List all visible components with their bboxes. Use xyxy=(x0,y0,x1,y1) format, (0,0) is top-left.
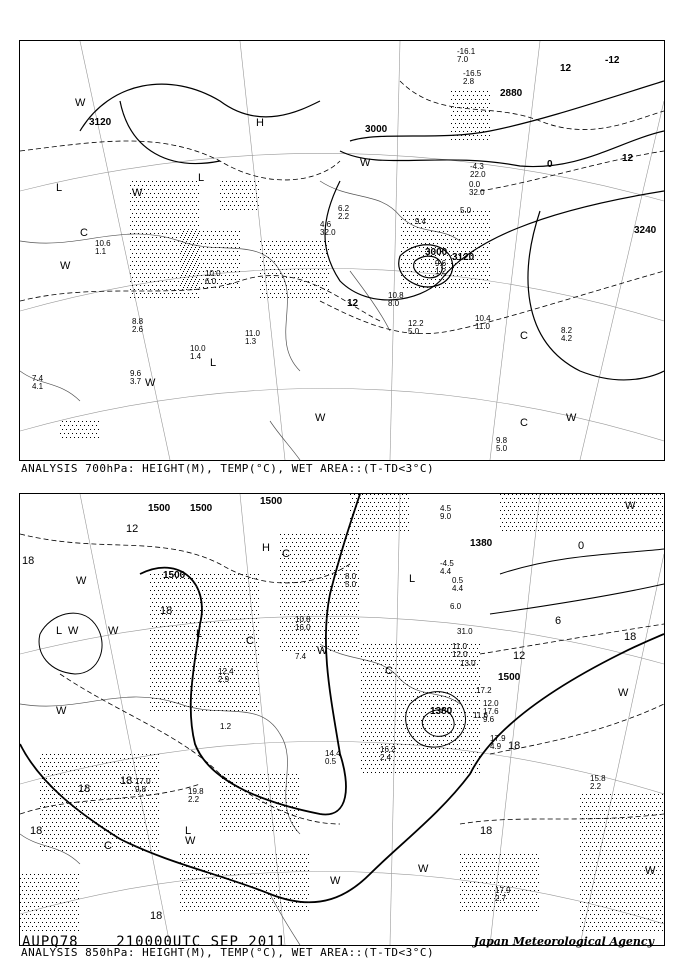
contour-label: 1380 xyxy=(430,706,453,717)
station-value: 4.4 xyxy=(452,584,464,593)
contour-labels-700 xyxy=(89,55,657,309)
cold-symbol: C xyxy=(80,227,88,239)
station-value: 1.2 xyxy=(220,722,232,731)
station-value: -16.5 xyxy=(463,69,482,78)
warm-symbol: W xyxy=(618,687,629,699)
warm-symbol: W xyxy=(108,625,119,637)
caption-700hpa: ANALYSIS 700hPa: HEIGHT(M), TEMP(°C), WET AREA::(T-TD<3°C) xyxy=(21,462,435,475)
station-value: 10.0 xyxy=(190,344,206,353)
wet-area-850 xyxy=(20,494,663,931)
contour-label: 1500 xyxy=(498,672,521,683)
station-value: 9.6 xyxy=(435,259,447,268)
contour-label: 18 xyxy=(624,631,637,643)
station-value: 8.2 xyxy=(561,326,573,335)
contour-label: 18 xyxy=(508,740,521,752)
contour-label: 18 xyxy=(160,605,173,617)
map-panel-700hpa xyxy=(19,40,665,461)
warm-symbol: W xyxy=(56,705,67,717)
contour-label: 12 xyxy=(126,523,139,535)
station-value: 8.0 xyxy=(388,299,400,308)
low-pressure-symbol: L xyxy=(56,625,63,637)
station-value: 17.6 xyxy=(483,707,499,716)
contour-label: 12 xyxy=(513,650,526,662)
station-value: 8.8 xyxy=(132,317,144,326)
station-value: 16.0 xyxy=(295,623,311,632)
station-value: 7.4 xyxy=(295,652,307,661)
station-value: 11.0 xyxy=(475,322,490,331)
contour-label: 1500 xyxy=(163,570,186,581)
cold-symbol: C xyxy=(282,548,290,560)
station-value: 1.4 xyxy=(190,352,202,361)
warm-symbol: W xyxy=(75,97,86,109)
station-value: 10.8 xyxy=(295,615,311,624)
station-value: 2.2 xyxy=(188,795,200,804)
graticule-850 xyxy=(20,494,664,945)
station-value: 6.0 xyxy=(450,602,462,611)
contour-label: 12 xyxy=(622,153,634,164)
station-value: -4.3 xyxy=(470,162,484,171)
low-pressure-symbol: L xyxy=(198,172,205,184)
station-value: 12.0 xyxy=(483,699,499,708)
warm-symbol: W xyxy=(145,377,156,389)
warm-symbol: W xyxy=(76,575,87,587)
warm-symbol: W xyxy=(60,260,71,272)
contour-label: 18 xyxy=(480,825,493,837)
station-value: 14.4 xyxy=(325,749,341,758)
station-value: 32.0 xyxy=(320,228,336,237)
contour-label: 3240 xyxy=(634,225,657,236)
station-value: 17.9 xyxy=(490,734,506,743)
contour-label: 2880 xyxy=(500,88,523,99)
warm-symbol: W xyxy=(317,645,328,657)
contour-label: 1500 xyxy=(260,496,283,507)
cold-symbol: C xyxy=(520,330,528,342)
station-value: 4.5 xyxy=(440,504,452,513)
station-value: 5.0 xyxy=(496,444,508,453)
station-value: 1.1 xyxy=(95,247,107,256)
warm-symbol: W xyxy=(360,157,371,169)
contour-label: 3000 xyxy=(425,247,448,258)
station-value: 11.6 xyxy=(473,711,488,720)
station-value: -4.5 xyxy=(440,559,454,568)
station-values-700 xyxy=(32,47,573,453)
cold-symbol: C xyxy=(246,635,254,647)
station-value: 17.0 xyxy=(135,777,151,786)
station-value: 7.0 xyxy=(457,55,469,64)
station-value: 4.4 xyxy=(440,567,452,576)
cold-symbol: C xyxy=(104,840,112,852)
station-value: 17.9 xyxy=(495,886,511,895)
contour-label: 1500 xyxy=(190,503,213,514)
station-value: 10.6 xyxy=(95,239,111,248)
contour-label: 12 xyxy=(347,298,359,309)
station-value: 9.6 xyxy=(483,715,495,724)
station-value: 0.5 xyxy=(452,576,464,585)
station-value: 0.0 xyxy=(469,180,481,189)
contour-label: 0 xyxy=(578,540,585,552)
station-value: 1.2 xyxy=(435,267,447,276)
low-pressure-symbol: L xyxy=(56,182,63,194)
station-value: 2.9 xyxy=(218,675,230,684)
station-value: 22.0 xyxy=(470,170,486,179)
contour-label: 18 xyxy=(150,910,163,922)
temp-contours-850 xyxy=(20,534,664,824)
contour-label: 18 xyxy=(120,775,133,787)
contour-label: 0 xyxy=(547,159,553,170)
contour-label: 3120 xyxy=(452,252,475,263)
low-pressure-symbol: L xyxy=(409,573,416,585)
station-value: 9.0 xyxy=(440,512,452,521)
map-700hpa-canvas xyxy=(20,41,664,460)
graticule-700 xyxy=(20,41,664,460)
station-value: 12.0 xyxy=(452,650,468,659)
station-value: 15.8 xyxy=(590,774,606,783)
station-value: 13.0 xyxy=(460,659,476,668)
station-value: 19.8 xyxy=(188,787,204,796)
station-value: 11.0 xyxy=(452,642,467,651)
station-value: 2.6 xyxy=(132,325,144,334)
wet-area-700 xyxy=(60,91,490,438)
station-value: 12.4 xyxy=(218,667,234,676)
low-pressure-symbol: L xyxy=(185,825,192,837)
station-value: 2.8 xyxy=(463,77,475,86)
contour-label: 1380 xyxy=(470,538,493,549)
contour-label: 18 xyxy=(78,783,91,795)
warm-symbol: W xyxy=(625,500,636,512)
agency-credit: Japan Meteorological Agency xyxy=(473,935,654,948)
station-value: 4.6 xyxy=(320,220,332,229)
station-value: 6.0 xyxy=(205,277,217,286)
station-value: 5.0 xyxy=(408,327,420,336)
station-value: 17.2 xyxy=(476,686,492,695)
contour-labels-850 xyxy=(22,496,636,922)
station-value: 2.7 xyxy=(495,894,507,903)
cold-symbol: C xyxy=(385,665,393,677)
cold-symbol: C xyxy=(520,417,528,429)
station-value: 4.1 xyxy=(32,382,44,391)
station-value: 9.8 xyxy=(135,785,147,794)
warm-symbol: W xyxy=(68,625,79,637)
low-pressure-symbol: L xyxy=(196,628,203,640)
station-value: 3.7 xyxy=(130,377,142,386)
station-value: 10.8 xyxy=(388,291,404,300)
station-value: 4.9 xyxy=(490,742,502,751)
station-value: 12.2 xyxy=(408,319,424,328)
station-value: 10.0 xyxy=(205,269,221,278)
station-value: 6.2 xyxy=(338,204,350,213)
station-value: 8.0 xyxy=(345,572,357,581)
warm-symbol: W xyxy=(645,865,656,877)
warm-symbol: W xyxy=(330,875,341,887)
contour-label: 6 xyxy=(555,615,562,627)
contour-label: 18 xyxy=(22,555,35,567)
station-value: 5.0 xyxy=(345,580,357,589)
station-value: 5.0 xyxy=(460,206,472,215)
contour-label: 3000 xyxy=(365,124,388,135)
station-value: 32.0 xyxy=(469,188,485,197)
station-value: 7.4 xyxy=(32,374,44,383)
station-value: 2.4 xyxy=(380,753,392,762)
station-value: 9.6 xyxy=(130,369,142,378)
contour-label: 18 xyxy=(30,825,43,837)
station-value: 10.4 xyxy=(475,314,491,323)
station-value: 0.5 xyxy=(325,757,337,766)
station-value: 16.2 xyxy=(380,745,396,754)
station-value: 11.0 xyxy=(245,329,260,338)
high-pressure-symbol: H xyxy=(256,117,264,129)
contour-label: -12 xyxy=(605,55,620,66)
station-value: 9.8 xyxy=(496,436,508,445)
coastline-700 xyxy=(20,181,460,460)
station-value: 2.2 xyxy=(590,782,602,791)
warm-symbol: W xyxy=(418,863,429,875)
analysis-datetime: 210000UTC SEP 2011 xyxy=(116,934,287,950)
chart-identifier xyxy=(22,934,286,950)
warm-symbol: W xyxy=(132,187,143,199)
map-850hpa-canvas xyxy=(20,494,664,945)
low-pressure-symbol: L xyxy=(210,357,217,369)
high-pressure-symbol: H xyxy=(262,542,270,554)
contour-label: 1500 xyxy=(148,503,171,514)
warm-symbol: W xyxy=(315,412,326,424)
contour-label: 12 xyxy=(560,63,572,74)
contour-label: 3120 xyxy=(89,117,112,128)
station-value: 1.3 xyxy=(245,337,257,346)
station-value: 2.2 xyxy=(338,212,350,221)
warm-symbol: W xyxy=(566,412,577,424)
warm-symbol: W xyxy=(185,835,196,847)
station-value: 9.4 xyxy=(415,217,427,226)
station-value: -16.1 xyxy=(457,47,476,56)
bulletin-code: AUPQ78 xyxy=(22,934,79,950)
caption-850hpa: ANALYSIS 850hPa: HEIGHT(M), TEMP(°C), WET AREA::(T-TD<3°C) xyxy=(21,946,435,959)
map-panel-850hpa xyxy=(19,493,665,946)
station-value: 31.0 xyxy=(457,627,473,636)
station-value: 4.2 xyxy=(561,334,573,343)
